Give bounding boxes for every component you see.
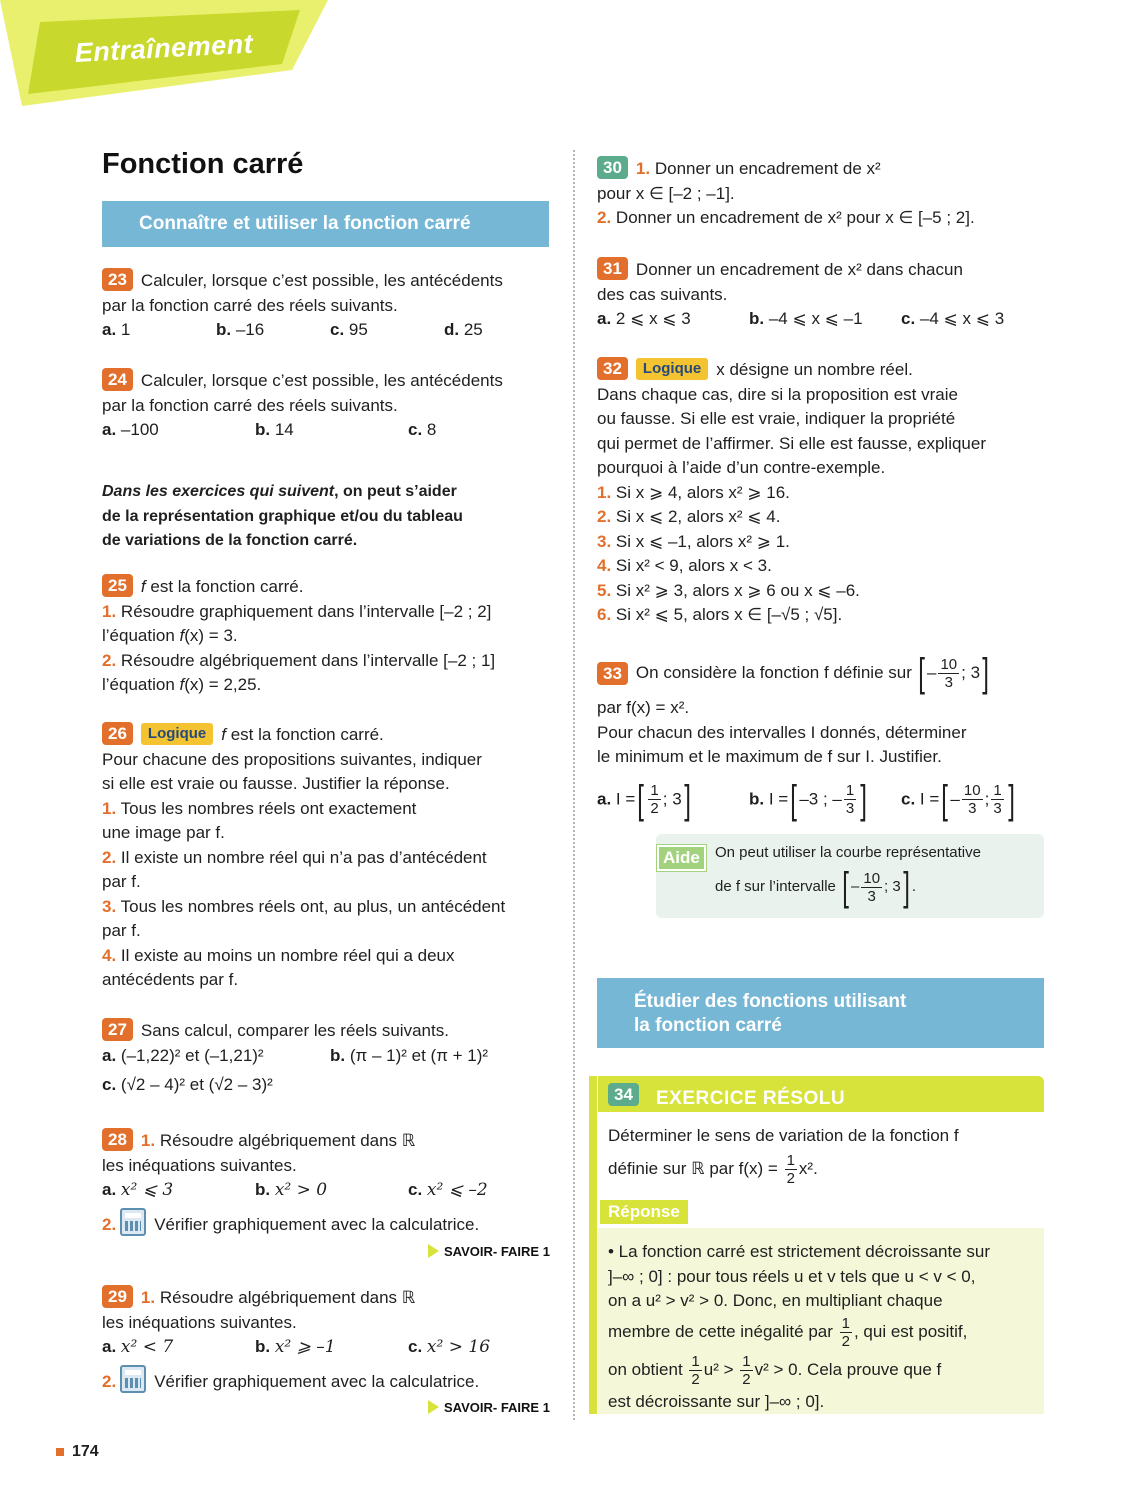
instruction-note: Dans les exercices qui suivent, on peut s’aider de la représentation graphique et/ou du tableau de variations de la fonction carré.: [102, 483, 463, 549]
exercise-text: Calculer, lorsque c’est possible, les antécédents: [140, 271, 503, 290]
exercise-number: 29: [102, 1285, 133, 1308]
savoir-faire-link[interactable]: SAVOIR- FAIRE 1: [428, 1400, 550, 1415]
arrow-icon: [428, 1244, 439, 1258]
logique-badge: Logique: [141, 723, 213, 745]
page-number: 174: [72, 1443, 99, 1460]
exercise-number: 31: [597, 257, 628, 280]
exercise-number: 24: [102, 368, 133, 391]
reponse-text: • La fonction carré est strictement décroissante sur ]–∞ ; 0] : pour tous réels u et v tels que u < v < 0, on a u² > v² > 0. Donc, en multipliant chaque membre de cette inégalité par $\frac{1}{2}$ , qui est positif, on obtient $\frac{1}{2}$ u² > $\frac{1}{2}$ v² > 0. Cela prouve que f est décroissante sur ]–∞ ; 0].: [608, 1242, 991, 1411]
exercise-26: 26 Logique f est la fonction carré. Pour chacune des propositions suivantes, indiquer si elle est vraie ou fausse. Justifier la réponse. 1. Tous les nombres réels ont exactement une image par f. 2. Il existe un nombre réel qui n’a pas d’antécédent par f. 3. Tous les nombres réels ont, au plus, un antécédent par f. 4. Il existe au moins un nombre réel qui a deux antécédents par f.: [102, 724, 506, 989]
exercise-number: 27: [102, 1018, 133, 1041]
exercise-32: 32 Logique x désigne un nombre réel. Dans chaque cas, dire si la proposition est vraie ou fausse. Si elle est vraie, indiquer la propriété qui permet de l’affirmer. Si elle est fausse, expliquer pourquoi à l’aide d’un contre-exemple. 1. Si x ⩾ 4, alors x² ⩾ 16. 2. Si x ⩽ 2, alors x² ⩽ 4. 3. Si x ⩽ –1, alors x² ⩾ 1. 4. Si x² < 9, alors x < 3. 5. Si x² ⩾ 3, alors x ⩾ 6 ou x ⩽ –6. 6. Si x² ⩽ 5, alors x ∈ [–√5 ; √5].: [597, 359, 986, 624]
exercise-34-statement: Déterminer le sens de variation de la fonction f définie sur ℝ par f(x) = $\frac{1}{2}$ x².: [608, 1126, 959, 1187]
logique-badge: Logique: [636, 358, 708, 380]
section-header-2: Étudier des fonctions utilisant la fonction carré: [597, 978, 1044, 1048]
exercise-23: 23 Calculer, lorsque c’est possible, les antécédents par la fonction carré des réels suivants. a. 1 b. –16 c. 95 d. 25: [102, 268, 552, 343]
exercise-33: 33 On considère la fonction f définie sur [ – $\frac{10}{3}$ ; 3 ] par f(x) = x². Pour chacun des intervalles I donnés, déterminer le minimum et le maximum de f sur I. Justifier. a. I =[ $\frac{1}{2}$ ; 3] b. I =[ –3 ; – $\frac{1}{3}$ ] c. I =[ – $\frac{10}{3}$ ; $\frac{1}{3}$ ]: [597, 651, 1015, 822]
exercise-number: 33: [597, 662, 628, 685]
exercise-number: 23: [102, 268, 133, 291]
exercise-number: 30: [597, 156, 628, 179]
exercise-number: 25: [102, 574, 133, 597]
exercise-29: 29 1. Résoudre algébriquement dans ℝ les inéquations suivantes. a. x² < 7 b. x² ⩾ –1 c. x² > 16 2. Vérifier graphiquement avec la calculatrice.: [102, 1287, 491, 1391]
section-header-1-text: Connaître et utiliser la fonction carré: [139, 213, 471, 234]
calculator-icon: [120, 1208, 146, 1236]
exercise-number: 34: [608, 1083, 639, 1106]
aide-text: On peut utiliser la courbe représentative de f sur l’intervalle [ – $\frac{10}{3}$ ; 3 ] .: [715, 844, 981, 909]
page-marker: [56, 1448, 64, 1456]
exercise-25: 25 f est la fonction carré. 1. Résoudre graphiquement dans l’intervalle [–2 ; 2] l’équation f(x) = 3. 2. Résoudre algébriquement dans l’intervalle [–2 ; 1] l’équation f(x) = 2,25.: [102, 576, 496, 694]
exercise-31: 31 Donner un encadrement de x² dans chacun des cas suivants. a. 2 ⩽ x ⩽ 3 b. –4 ⩽ x ⩽ –1 c. –4 ⩽ x ⩽ 3: [597, 259, 1005, 328]
exercise-number: 32: [597, 357, 628, 380]
page-title: Fonction carré: [102, 148, 304, 180]
exercise-28: 28 1. Résoudre algébriquement dans ℝ les inéquations suivantes. a. x² ⩽ 3 b. x² > 0 c. x² ⩽ –2 2. Vérifier graphiquement avec la calculatrice.: [102, 1130, 488, 1234]
resolu-title: EXERCICE RÉSOLU: [656, 1088, 846, 1109]
banner-title: Entraînement: [74, 28, 254, 68]
savoir-faire-link[interactable]: SAVOIR- FAIRE 1: [428, 1244, 550, 1259]
resolu-rail: [589, 1076, 597, 1414]
arrow-icon: [428, 1400, 439, 1414]
section-header-1: [102, 201, 549, 247]
exercise-30: 30 1. Donner un encadrement de x² pour x ∈ [–2 ; –1]. 2. Donner un encadrement de x² pour x ∈ [–5 ; 2].: [597, 158, 975, 227]
exercise-27: 27 Sans calcul, comparer les réels suivants. a. (–1,22)² et (–1,21)² b. (π – 1)² et (π + 1)² c. (√2 – 4)² et (√2 – 3)²: [102, 1020, 489, 1094]
exercise-text: par la fonction carré des réels suivants.: [102, 295, 398, 315]
calculator-icon: [120, 1365, 146, 1393]
column-divider: [573, 150, 575, 1420]
reponse-tag: Réponse: [600, 1200, 688, 1224]
exercise-number: 26: [102, 722, 133, 745]
exercise-24: 24 Calculer, lorsque c’est possible, les antécédents par la fonction carré des réels suivants. a. –100 b. 14 c. 8: [102, 370, 503, 439]
exercise-number: 28: [102, 1128, 133, 1151]
aide-tag: Aide: [657, 845, 706, 871]
